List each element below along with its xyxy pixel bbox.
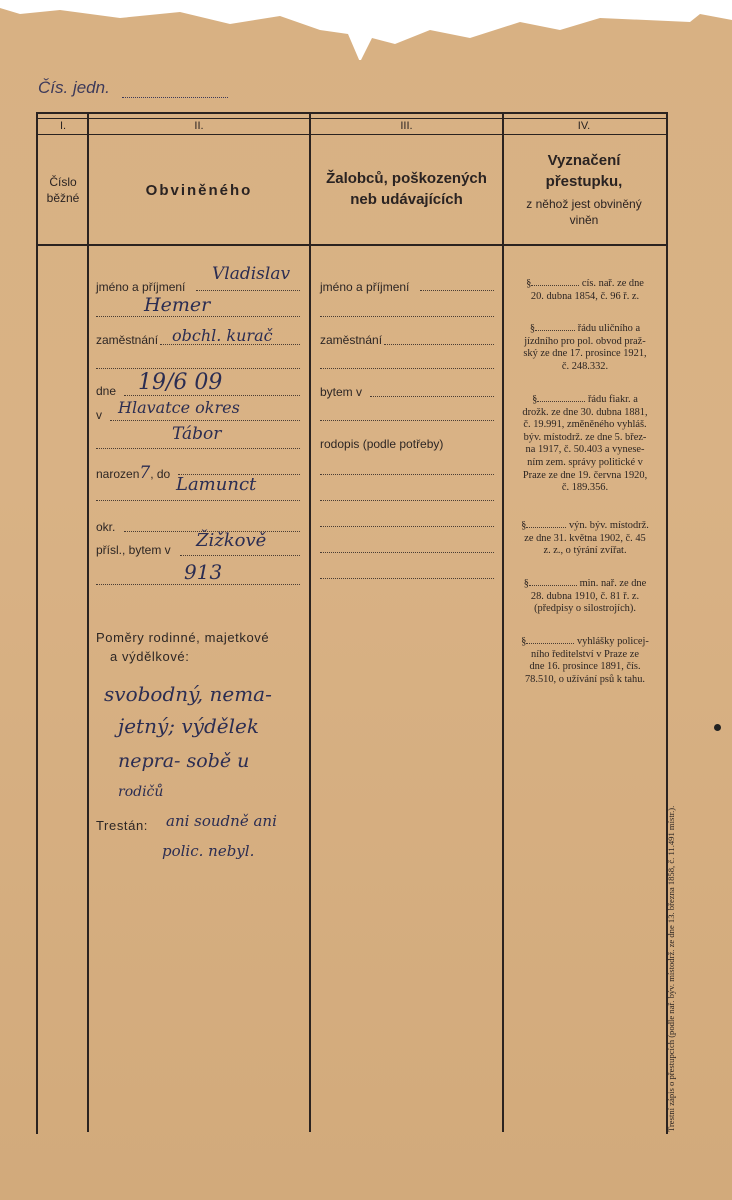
accused-residence-number: 913: [184, 560, 223, 584]
accused-date-label: dne: [96, 384, 117, 398]
plaintiff-line-a: [320, 474, 494, 475]
accused-residence-label: přísl., bytem v: [96, 543, 171, 557]
plaintiff-occupation-line: [384, 344, 494, 345]
col-divider-3: [502, 114, 504, 1132]
accused-born-place: Lamunct: [176, 474, 257, 495]
accused-surname-line: [96, 316, 300, 317]
reference-number-label: Čís. jedn.: [38, 78, 110, 97]
law-line: dne 16. prosince 1891, čís.: [529, 661, 641, 673]
law-paragraph-3: [512, 394, 658, 495]
law-line: ním zem. správy politické v: [527, 456, 643, 468]
column-header-accused: Obviněného: [145, 182, 253, 199]
law-line: ního ředitelství v Praze ze: [531, 648, 639, 660]
header-line: z něhož jest obviněný: [526, 197, 642, 211]
col-divider-1: [87, 114, 89, 1132]
law-line: č. 19.991, změněného vyhláš.: [523, 419, 647, 431]
column-number-1: I.: [59, 120, 67, 132]
column-number-2: II.: [194, 120, 204, 132]
section-mark: §: [523, 578, 529, 589]
plaintiff-line-c: [320, 526, 494, 527]
accused-occupation-line-2: [96, 368, 300, 369]
law-line: [512, 323, 658, 336]
accused-place-label: v: [96, 408, 102, 422]
punished-note-2: polic. nebyl.: [162, 842, 255, 860]
law-paragraph-1: [512, 278, 658, 303]
accused-district: Tábor: [172, 424, 222, 444]
law-paragraph-2: [512, 323, 658, 373]
form-footnote-vertical: Trestní zápis o přestupcích (podle nař. býv. místodrž. ze dne 13. března 1858, č. 11.491 místr.).: [666, 805, 676, 1132]
column-header-plaintiffs: [311, 168, 502, 210]
law-text: řádu fiakr. a: [587, 394, 638, 405]
accused-occupation: obchl. kurač: [172, 326, 273, 345]
header-line: přestupku,: [545, 173, 623, 190]
law-line: ský ze dne 17. prosince 1921,: [523, 348, 647, 360]
header-line: Žalobců, poškozených: [326, 170, 487, 187]
law-line: Praze ze dne 19. června 1920,: [522, 469, 648, 481]
accused-occupation-label: zaměstnání: [96, 333, 159, 347]
plaintiff-residence-label: bytem v: [320, 385, 363, 399]
section-mark: §: [526, 278, 532, 289]
header-line: Vyznačení: [547, 152, 621, 169]
accused-date: 19/6 09: [138, 370, 223, 395]
accused-residence-line-2: [96, 584, 300, 585]
section-mark: §: [521, 520, 527, 531]
plaintiff-residence-line-2: [320, 420, 494, 421]
accused-residence-line: [180, 555, 300, 556]
accused-okr-label: okr.: [96, 520, 116, 534]
law-line: [512, 636, 658, 649]
law-paragraph-4: [512, 520, 658, 558]
family-note-4: rodičů: [118, 784, 164, 800]
plaintiff-occupation-label: zaměstnání: [320, 333, 383, 347]
accused-date-line: [124, 395, 300, 396]
accused-surname: Hemer: [144, 294, 211, 316]
plaintiff-line-d: [320, 552, 494, 553]
accused-residence: Žižkově: [196, 530, 267, 551]
header-line: běžné: [46, 191, 80, 205]
law-line: drožk. ze dne 30. dubna 1881,: [522, 406, 648, 418]
family-note-3: nepra- sobě u: [118, 750, 250, 772]
accused-name-line: [196, 290, 300, 291]
law-line: ze dne 31. května 1902, č. 45: [524, 532, 646, 544]
law-line: [512, 520, 658, 533]
accused-punished-label: Trestán:: [96, 818, 149, 833]
family-note-1: svobodný, nema-: [104, 682, 272, 706]
reference-number-line: [122, 97, 228, 98]
ink-spot: [714, 724, 721, 731]
born-mark: 7: [139, 463, 151, 483]
law-paragraph-5: [512, 578, 658, 616]
accused-place: Hlavatce okres: [118, 398, 240, 417]
law-text: řádu uličního a: [577, 323, 641, 334]
law-line: býv. místodrž. ze dne 5. břez-: [523, 431, 647, 443]
law-text: min. nař. ze dne: [579, 578, 647, 589]
torn-top-edge: [0, 0, 732, 60]
column-number-3: III.: [400, 120, 413, 132]
law-line: (předpisy o silostrojích).: [534, 603, 636, 615]
column-number-4: IV.: [577, 120, 591, 132]
law-line: [512, 278, 658, 291]
header-line: Číslo: [49, 175, 77, 189]
law-line: [512, 578, 658, 591]
section-mark: §: [529, 323, 536, 334]
family-label-line: a výdělkové:: [110, 649, 190, 664]
law-paragraph-6: [512, 636, 658, 686]
law-text: cís. nař. ze dne: [581, 278, 644, 289]
col-divider-2: [309, 114, 311, 1132]
law-text: výn. býv. místodrž.: [568, 520, 649, 531]
column-header-number: [38, 174, 88, 206]
plaintiff-occupation-line-2: [320, 368, 494, 369]
plaintiff-name-line-2: [320, 316, 494, 317]
accused-family-label: [96, 628, 269, 666]
law-line: č. 248.332.: [561, 360, 609, 372]
born-do-text: , do: [150, 467, 171, 481]
law-line: z. z., o týrání zvířat.: [543, 545, 627, 557]
law-line: č. 189.356.: [561, 482, 609, 494]
header-bottom-rule: [36, 244, 666, 246]
law-line: [512, 394, 658, 407]
law-text: vyhlášky policej-: [576, 636, 649, 647]
plaintiff-line-b: [320, 500, 494, 501]
accused-first-name: Vladislav: [212, 264, 291, 284]
plaintiff-line-e: [320, 578, 494, 579]
accused-district-line: [96, 448, 300, 449]
born-label-text: narozen: [96, 467, 140, 481]
accused-born-label: [96, 463, 170, 483]
header-line: neb udávajících: [350, 191, 463, 208]
plaintiff-name-label: jméno a příjmení: [320, 280, 410, 294]
law-line: 20. dubna 1854, č. 96 ř. z.: [530, 290, 640, 302]
law-line: jízdního pro pol. obvod praž-: [524, 335, 646, 347]
roman-row-rule: [36, 134, 666, 135]
accused-place-line: [110, 420, 300, 421]
frame-top-double: [36, 118, 668, 119]
law-line: na 1917, č. 50.403 a vynese-: [525, 444, 645, 456]
accused-born-line-2: [96, 500, 300, 501]
header-line: viněn: [569, 213, 599, 227]
section-mark: §: [521, 636, 527, 647]
column-header-offence: [504, 150, 664, 228]
law-line: 28. dubna 1910, č. 81 ř. z.: [530, 590, 640, 602]
section-mark: §: [532, 394, 538, 405]
family-label-line: Poměry rodinné, majetkové: [96, 630, 270, 645]
family-note-2: jetný; výdělek: [118, 714, 259, 738]
plaintiff-residence-line: [370, 396, 494, 397]
punished-note-1: ani soudně ani: [166, 812, 277, 830]
accused-name-label: jméno a příjmení: [96, 280, 186, 294]
form-frame: [36, 112, 668, 1134]
law-line: 78.510, o užívání psů k tahu.: [524, 673, 646, 685]
plaintiff-name-line: [420, 290, 494, 291]
plaintiff-pedigree-label: rodopis (podle potřeby): [320, 437, 444, 451]
